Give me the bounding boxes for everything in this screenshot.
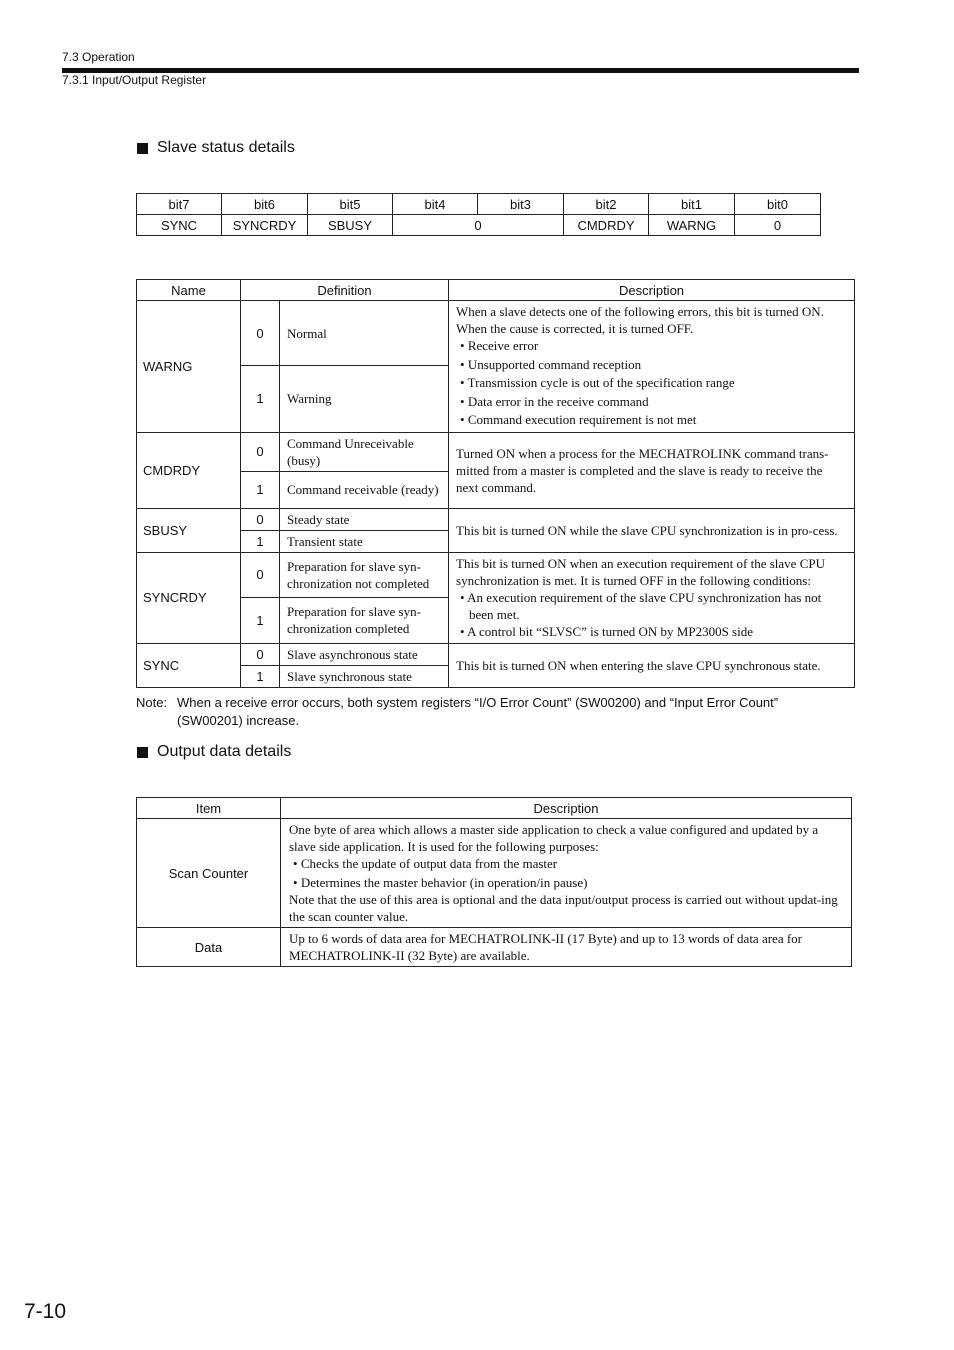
bit-value-row: [137, 215, 821, 236]
header-item: Item: [137, 798, 281, 819]
table-row: [137, 552, 855, 597]
def-value: 1: [241, 597, 280, 643]
header-description: Description: [449, 280, 855, 301]
def-value: 1: [241, 366, 280, 432]
note: [136, 694, 836, 730]
list-item: • A control bit “SLVSC” is turned ON by MP2300S side: [456, 623, 847, 640]
list-item: • Unsupported command reception: [456, 356, 847, 375]
def-value: 0: [241, 643, 280, 665]
item-description: Up to 6 words of data area for MECHATROLINK-II (17 Byte) and up to 13 words of data area for MECHATROLINK-II (32 Byte) are available.: [281, 928, 852, 967]
bit-cell: bit0: [735, 194, 821, 215]
row-description: This bit is turned ON while the slave CPU synchronization is in pro-cess.: [449, 508, 855, 552]
list-item: • Transmission cycle is out of the specification range: [456, 374, 847, 393]
def-text: Transient state: [280, 530, 449, 552]
description-intro: This bit is turned ON when an execution requirement of the slave CPU synchronization is met. It is turned OFF in the following conditions:: [456, 555, 825, 588]
def-value: 0: [241, 432, 280, 471]
table-row: [137, 819, 852, 928]
note-label: Note:: [136, 695, 168, 710]
def-text: Normal: [280, 301, 449, 366]
output-table: [136, 797, 852, 967]
bit-cell: bit3: [478, 194, 564, 215]
description-intro: One byte of area which allows a master side application to check a value configured and updated by a slave side application. It is used for the following purposes:: [289, 822, 819, 854]
slave-status-title: Slave status details: [157, 139, 295, 156]
table-row: [137, 928, 852, 967]
value-cell: SYNCRDY: [222, 215, 308, 236]
def-value: 1: [241, 665, 280, 687]
output-title: Output data details: [157, 743, 292, 760]
note-text-2: (SW00201) increase.: [177, 713, 300, 728]
bit-cell: bit7: [137, 194, 222, 215]
bullet-list: [456, 589, 847, 640]
value-cell: CMDRDY: [564, 215, 649, 236]
def-text: Slave asynchronous state: [280, 643, 449, 665]
def-value: 1: [241, 530, 280, 552]
slave-status-heading: [137, 139, 295, 157]
row-name: SBUSY: [137, 508, 241, 552]
row-description: [449, 552, 855, 643]
row-name: CMDRDY: [137, 432, 241, 508]
list-item: • An execution requirement of the slave CPU synchronization has not been met.: [456, 589, 847, 623]
header-section: 7.3 Operation: [62, 50, 135, 64]
description-intro: When a slave detects one of the following errors, this bit is turned ON. When the cause is corrected, it is turned OFF.: [456, 304, 824, 336]
list-item: • Checks the update of output data from the master: [289, 855, 844, 872]
row-description: [449, 301, 855, 433]
bit-cell: bit5: [308, 194, 393, 215]
description-outro: Note that the use of this area is optional and the data input/output process is carried out without updat-ing the scan counter value.: [289, 892, 838, 924]
page-number: 7-10: [24, 1300, 67, 1323]
def-text: Preparation for slave syn-chronization completed: [280, 597, 449, 643]
def-value: 1: [241, 471, 280, 508]
row-description: This bit is turned ON when entering the slave CPU synchronous state.: [449, 643, 855, 687]
def-value: 0: [241, 508, 280, 530]
table-header-row: [137, 280, 855, 301]
output-heading: [137, 743, 291, 761]
square-bullet-icon: [137, 143, 148, 154]
header-definition: Definition: [241, 280, 449, 301]
def-text: Command receivable (ready): [280, 471, 449, 508]
note-line-1: [136, 694, 836, 712]
row-name: SYNCRDY: [137, 552, 241, 643]
table-row: [137, 643, 855, 665]
header-subsection: 7.3.1 Input/Output Register: [62, 73, 207, 87]
list-item: • Data error in the receive command: [456, 393, 847, 412]
bullet-list: [289, 855, 844, 891]
value-cell: SBUSY: [308, 215, 393, 236]
def-value: 0: [241, 552, 280, 597]
bit-table: [136, 193, 821, 236]
row-description: Turned ON when a process for the MECHATROLINK command trans-mitted from a master is completed and the slave is ready to receive the next command.: [449, 432, 855, 508]
def-value: 0: [241, 301, 280, 366]
bit-cell: bit6: [222, 194, 308, 215]
item-description: [281, 819, 852, 928]
note-text-1: When a receive error occurs, both system registers “I/O Error Count” (SW00200) and “Input Error Count”: [177, 695, 779, 710]
def-text: Preparation for slave syn-chronization not completed: [280, 552, 449, 597]
square-bullet-icon: [137, 747, 148, 758]
value-cell: WARNG: [649, 215, 735, 236]
row-name: SYNC: [137, 643, 241, 687]
bit-header-row: [137, 194, 821, 215]
def-text: Slave synchronous state: [280, 665, 449, 687]
table-header-row: [137, 798, 852, 819]
list-item: • Determines the master behavior (in operation/in pause): [289, 874, 844, 891]
table-row: [137, 432, 855, 471]
bit-cell: bit2: [564, 194, 649, 215]
header-name: Name: [137, 280, 241, 301]
item-name: Data: [137, 928, 281, 967]
item-name: Scan Counter: [137, 819, 281, 928]
value-cell: 0: [735, 215, 821, 236]
header-description: Description: [281, 798, 852, 819]
list-item: • Receive error: [456, 337, 847, 356]
bit-cell: bit4: [393, 194, 478, 215]
row-name: WARNG: [137, 301, 241, 433]
table-row: [137, 301, 855, 366]
list-item: • Command execution requirement is not met: [456, 411, 847, 430]
value-cell: 0: [393, 215, 564, 236]
bit-cell: bit1: [649, 194, 735, 215]
def-text: Warning: [280, 366, 449, 432]
table-row: [137, 508, 855, 530]
bullet-list: [456, 337, 847, 430]
definition-table: [136, 279, 855, 688]
def-text: Steady state: [280, 508, 449, 530]
def-text: Command Unreceivable (busy): [280, 432, 449, 471]
value-cell: SYNC: [137, 215, 222, 236]
